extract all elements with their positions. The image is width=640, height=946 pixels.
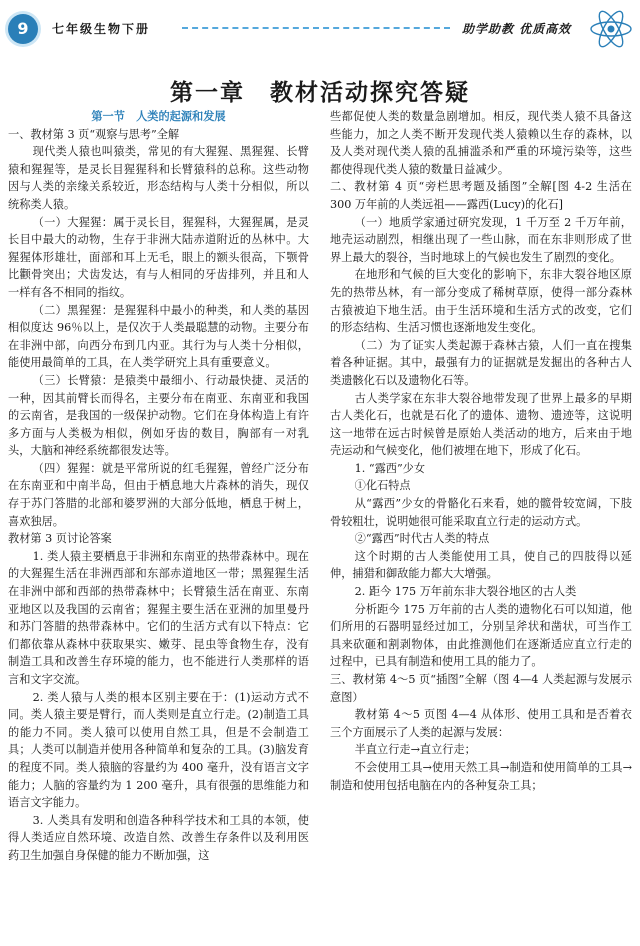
paragraph: 古人类学家在东非大裂谷地带发现了世界上最多的早期古人类化石，也就是石化了的遗体、遗物、遗迹等，这说明这一地带在远古时候曾是原始人类活动的地方，后来由于地壳运动和气候变化，他们被埋在地下，形成了化石。 bbox=[330, 391, 632, 458]
header-slogan: 助学助教 优质高效 bbox=[462, 22, 572, 36]
chapter-title: 第一章 教材活动探究答疑 bbox=[170, 80, 470, 106]
paragraph: 现代类人猿也叫猿类，常见的有大猩猩、黑猩猩、长臂猿和猩猩等，是灵长目猩猩科和长臂猿科的总称。这些动物因与人类的亲缘关系较近，形态结构与人类十分相似，所以统称类人猿。 bbox=[8, 145, 309, 211]
paragraph: 些都促使人类的数量急剧增加。相反，现代类人猿不具备这些能力，加之人类不断开发现代类人猿赖以生存的森林，以及人类对现代类人猿的乱捕滥杀和严重的环境污染等，这些都使得现代类人猿的数量日益减少。 bbox=[330, 110, 632, 176]
paragraph: 二、教材第 4 页“旁栏思考题及插图”全解[图 4-2 生活在 300 万年前的人类远祖——露西(Lucy)的化石] bbox=[330, 180, 632, 211]
paragraph: 教材第 4～5 页图 4—4 从体形、使用工具和是否着衣三个方面展示了人类的起源与发展： bbox=[330, 708, 632, 739]
paragraph: 1. 类人猿主要栖息于非洲和东南亚的热带森林中。现在的大猩猩生活在非洲西部和东部赤道地区一带；黑猩猩生活在非洲中部和西部的热带森林中；长臂猿生活在南亚、东南亚地区以及我国的云南省；猩猩主要生活在亚洲的加里曼丹和苏门答腊的热带森林中。它们的生活方式有以下特点：它们都依靠从森林中获取果实、嫩芽、昆虫等食物生存，没有制造工具和改善生存环境的能力，也不能进行人类那样的语言和文字交流。 bbox=[8, 549, 309, 686]
paragraph: 不会使用工具→使用天然工具→制造和使用简单的工具→制造和使用包括电脑在内的各种复杂工具； bbox=[330, 760, 632, 792]
paragraph: ①化石特点 bbox=[354, 479, 411, 493]
paragraph: 在地形和气候的巨大变化的影响下，东非大裂谷地区原先的热带丛林，有一部分变成了稀树草原，使得一部分森林古猿被迫下地生活。由于生活环境和生活方式的改变，它们的形态结构、生活习惯也逐渐地发生变化。 bbox=[330, 268, 632, 335]
paragraph: （二）黑猩猩：是猩猩科中最小的种类，和人类的基因相似度达 96％以上，是仅次于人类最聪慧的动物。主要分布在非洲中部，向西分布到几内亚。其行为与人类十分相似，能使用最简单的工具，在人类学研究上具有重要意义。 bbox=[8, 303, 309, 370]
paragraph: （二）为了证实人类起源于森林古猿，人们一直在搜集着各种证据。其中，最强有力的证据就是发掘出的各种古人类遗骸化石以及遗物化石等。 bbox=[330, 338, 632, 387]
paragraph: 教材第 3 页讨论答案 bbox=[8, 532, 112, 546]
section-title: 第一节 人类的起源和发展 bbox=[91, 110, 226, 123]
paragraph: 半直立行走→直立行走； bbox=[354, 743, 476, 757]
paragraph: 从“露西”少女的骨骼化石来看，她的髋骨较宽阔，下肢骨较粗壮，说明她很可能采取直立行走的运动方式。 bbox=[330, 497, 632, 528]
book-title: 七年级生物下册 bbox=[52, 22, 151, 36]
right-column bbox=[330, 108, 632, 794]
atom-logo-icon bbox=[588, 6, 634, 52]
paragraph: 三、教材第 4～5 页“插图”全解（图 4—4 人类起源与发展示意图） bbox=[330, 673, 632, 704]
paragraph: （一）地质学家通过研究发现，1 千万至 2 千万年前，地壳运动剧烈，相继出现了一些山脉，而在东非则形成了世界上最大的裂谷，当时地球上的气候也发生了剧烈的变化。 bbox=[330, 215, 632, 264]
header-divider bbox=[182, 27, 450, 29]
paragraph: 2. 类人猿与人类的根本区别主要在于：(1)运动方式不同。类人猿主要是臂行，而人类则是直立行走。(2)制造工具的能力不同。类人猿可以使用自然工具，但是不会制造工具；人类可以制造并使用各种简单和复杂的工具。(3)脑发育的程度不同。类人猿脑的容量约为 400 毫升，没有语言文字能力；人脑的容量约为 1 200 毫升，具有很强的思维能力和语言文字能力。 bbox=[8, 690, 309, 810]
paragraph: （三）长臂猿：是猿类中最细小、行动最快捷、灵活的一种，因其前臂长而得名，主要分布在南亚、东南亚和我国的云南省，是我国的一级保护动物。它们在身体构造上有许多方面与人类极为相似，例如牙齿的数目，胸部有一对乳头，大脑和神经系统都很发达等。 bbox=[8, 373, 309, 458]
paragraph: （一）大猩猩：属于灵长目，猩猩科，大猩猩属，是灵长目中最大的动物，生存于非洲大陆赤道附近的丛林中。大猩猩体形雄壮，面部和耳上无毛，眼上的额头很高，下颚骨比颧骨突出；犬齿发达，有与人相同的牙齿排列，并且和人一样有各不相同的指纹。 bbox=[8, 215, 309, 299]
paragraph: 2. 距今 175 万年前东非大裂谷地区的古人类 bbox=[354, 585, 577, 599]
page-header bbox=[0, 0, 640, 60]
paragraph: 一、教材第 3 页“观察与思考”全解 bbox=[8, 127, 180, 141]
page-number-badge: 9 bbox=[8, 14, 38, 44]
paragraph: （四）猩猩：就是平常所说的红毛猩猩，曾经广泛分布在东南亚和中南半岛，但由于栖息地大片森林的消失，现仅存于苏门答腊的北部和婆罗洲的大部分低地，栖息于树上，喜欢独居。 bbox=[8, 461, 309, 528]
left-column bbox=[8, 108, 309, 865]
paragraph: 3. 人类具有发明和创造各种科学技术和工具的本领，使得人类适应自然环境、改造自然、改善生存条件以及利用医药卫生加强自身保健的能力不断加强，这 bbox=[8, 813, 309, 862]
paragraph: 分析距今 175 万年前的古人类的遗物化石可以知道，他们所用的石器明显经过加工，分别呈斧状和凿状，可当作工具来砍砸和割剥物体，由此推测他们在逐渐适应直立行走的过程中，已具有制造和使用工具的能力了。 bbox=[330, 602, 632, 669]
paragraph: 1. “露西”少女 bbox=[354, 461, 426, 475]
paragraph: ②“露西”时代古人类的特点 bbox=[354, 532, 490, 546]
paragraph: 这个时期的古人类能使用工具，使自己的四肢得以延伸，捕猎和御敌能力都大大增强。 bbox=[330, 549, 632, 581]
